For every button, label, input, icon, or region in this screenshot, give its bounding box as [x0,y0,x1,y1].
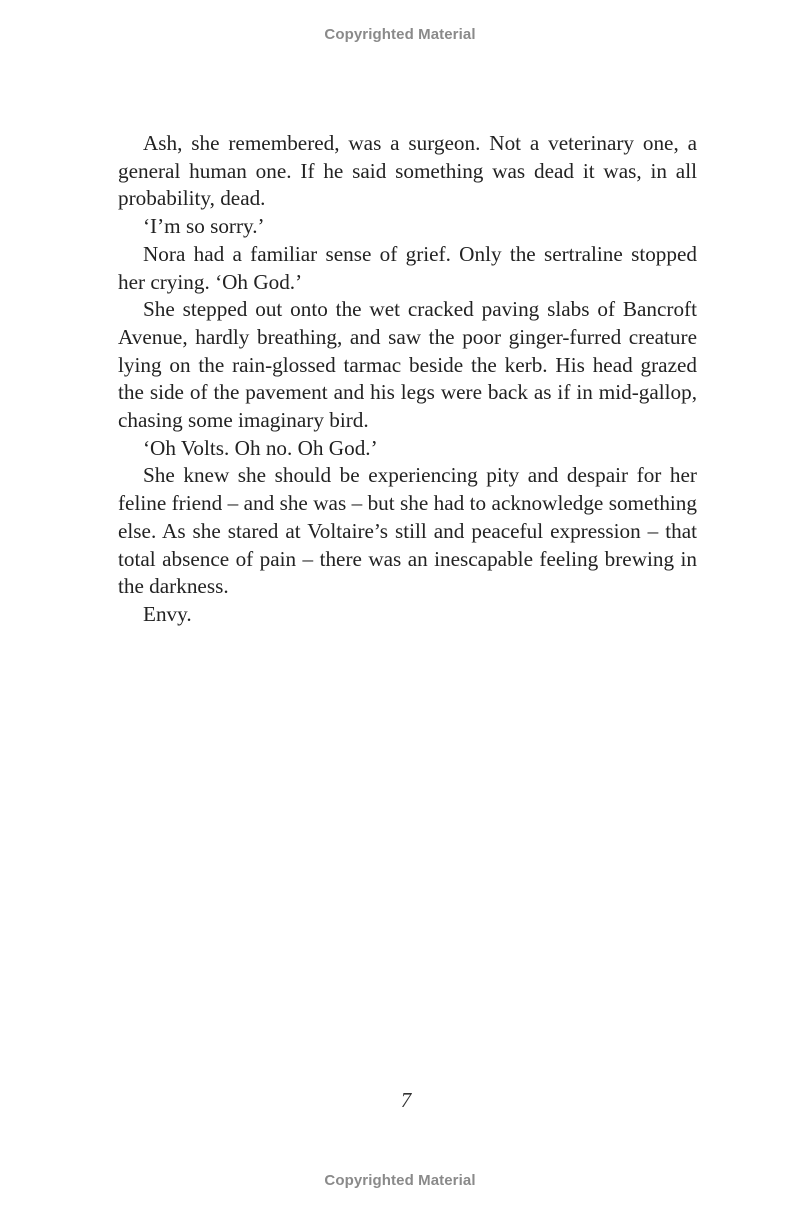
paragraph: Envy. [143,601,192,626]
paragraph: She stepped out onto the wet cracked paving slabs of Bancroft Avenue, hardly breathing, and saw the poor ginger-furred creature lying on the rain-glossed tarmac beside the kerb. His head grazed the side of the pavement and his legs were back as if in mid-gallop, chasing some imaginary bird. [118,297,697,433]
paragraph: She knew she should be experiencing pity and despair for her feline friend – and she was – but she had to acknowledge something else. As she stared at Voltaire’s still and peaceful expression – that total absence of pain – there was an inescapable feeling brewing in the darkness. [118,463,697,599]
paragraph: ‘I’m so sorry.’ [143,214,265,239]
page-number: 7 [400,1088,412,1112]
copyright-watermark-top: Copyrighted Material [324,26,476,43]
paragraph: Ash, she remembered, was a surgeon. Not a veterinary one, a general human one. If he said something was dead it was, in all probability, dead. [118,131,697,211]
copyright-watermark-bottom: Copyrighted Material [324,1172,476,1189]
page-body-text [118,130,697,629]
paragraph: Nora had a familiar sense of grief. Only the sertraline stopped her crying. ‘Oh God.’ [118,241,697,294]
paragraph: ‘Oh Volts. Oh no. Oh God.’ [143,435,378,460]
